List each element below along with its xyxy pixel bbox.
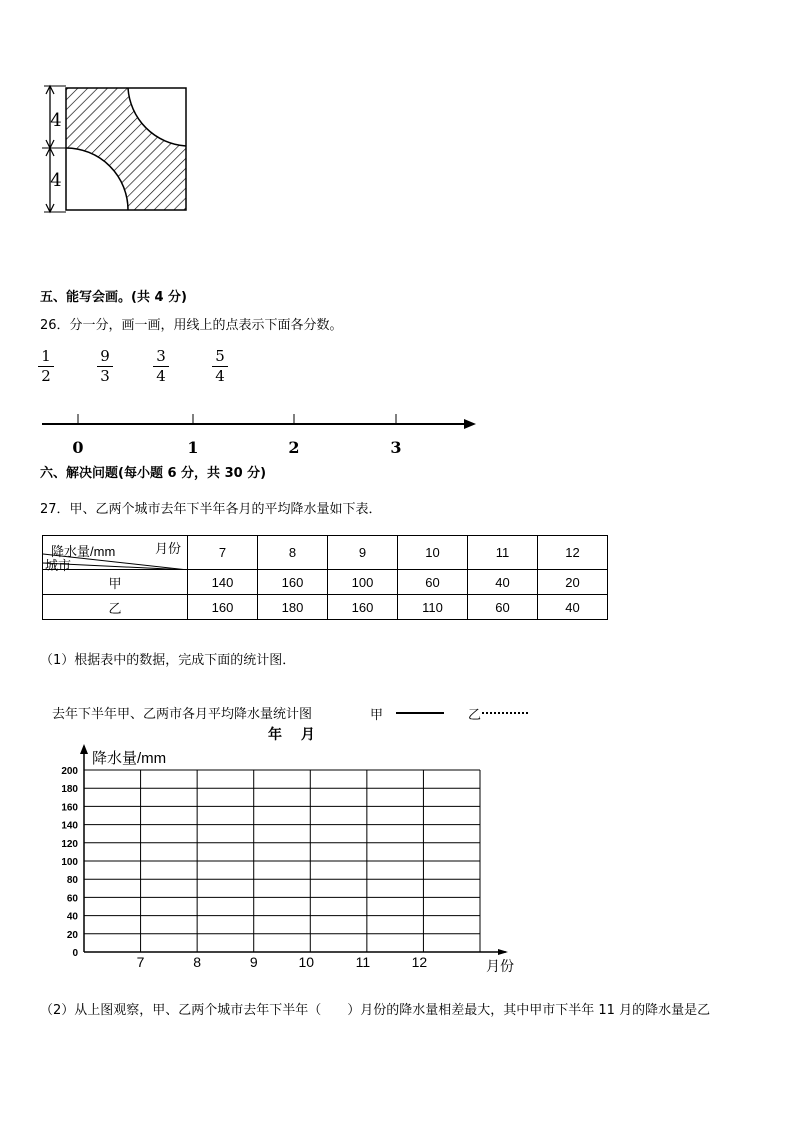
x-axis-label: 月份 xyxy=(486,958,514,974)
value-cell: 100 xyxy=(328,570,398,595)
legend-jia-line xyxy=(396,712,444,714)
city-cell: 乙 xyxy=(43,595,188,620)
legend-yi-line xyxy=(482,712,528,714)
month-cell: 7 xyxy=(188,536,258,570)
value-cell: 160 xyxy=(188,595,258,620)
value-cell: 140 xyxy=(188,570,258,595)
fraction-4: 5 4 xyxy=(210,348,230,385)
chart-date-line: 年 月 xyxy=(268,727,315,743)
y-tick-label: 120 xyxy=(61,838,78,850)
header-city-label: 城市 xyxy=(45,558,72,573)
month-cell: 8 xyxy=(258,536,328,570)
month-cell: 9 xyxy=(328,536,398,570)
value-cell: 40 xyxy=(468,570,538,595)
y-tick-label: 20 xyxy=(66,929,78,941)
header-rain-label: 降水量/mm xyxy=(51,544,116,559)
y-tick-label: 100 xyxy=(61,857,78,868)
y-tick-label: 180 xyxy=(61,784,78,796)
sub-question-1: （1）根据表中的数据，完成下面的统计图． xyxy=(40,653,296,668)
axis-label-1: 1 xyxy=(187,438,199,457)
table-header-corner xyxy=(43,536,188,573)
legend-jia-label: 甲 xyxy=(370,708,384,723)
number-line xyxy=(36,410,486,460)
fraction-3: 3 4 xyxy=(151,348,171,385)
x-axis-arrow xyxy=(498,949,508,955)
x-tick-label: 8 xyxy=(193,954,202,970)
dim-label-bottom: 4 xyxy=(50,170,62,191)
value-cell: 180 xyxy=(258,595,328,620)
x-tick-label: 10 xyxy=(298,954,315,970)
value-cell: 110 xyxy=(398,595,468,620)
y-axis-label: 降水量/mm xyxy=(92,750,167,767)
y-tick-label: 200 xyxy=(61,766,78,777)
y-tick-label: 0 xyxy=(72,948,78,959)
chart-title: 去年下半年甲、乙两市各月平均降水量统计图 xyxy=(52,707,313,722)
y-tick-label: 40 xyxy=(66,911,78,923)
x-tick-label: 7 xyxy=(136,954,145,970)
month-cell: 12 xyxy=(538,536,608,570)
value-cell: 40 xyxy=(538,595,608,620)
month-cell: 10 xyxy=(398,536,468,570)
section-5-heading: 五、能写会画。(共 4 分) xyxy=(40,290,187,305)
city-cell: 甲 xyxy=(43,570,188,595)
legend-yi-label: 乙 xyxy=(468,708,482,723)
x-tick-label: 9 xyxy=(249,954,258,970)
dim-label-top: 4 xyxy=(50,110,62,131)
question-27: 27．甲、乙两个城市去年下半年各月的平均降水量如下表． xyxy=(40,502,382,517)
y-axis-arrow xyxy=(80,744,88,754)
fraction-1: 1 2 xyxy=(36,348,56,385)
y-tick-label: 140 xyxy=(61,820,78,832)
value-cell: 60 xyxy=(398,570,468,595)
fraction-2: 9 3 xyxy=(95,348,115,385)
value-cell: 160 xyxy=(258,570,328,595)
x-tick-label: 12 xyxy=(411,954,428,970)
rainfall-table xyxy=(42,535,608,620)
month-cell: 11 xyxy=(468,536,538,570)
x-tick-label: 11 xyxy=(355,954,371,970)
axis-label-2: 2 xyxy=(288,438,300,457)
y-tick-label: 80 xyxy=(66,875,78,887)
y-tick-label: 160 xyxy=(61,802,78,814)
geometry-figure xyxy=(36,80,196,216)
axis-label-0: 0 xyxy=(72,438,84,457)
line-chart-grid xyxy=(40,740,520,980)
section-6-heading: 六、解决问题(每小题 6 分，共 30 分) xyxy=(40,466,267,481)
value-cell: 60 xyxy=(468,595,538,620)
question-26: 26．分一分，画一画，用线上的点表示下面各分数。 xyxy=(40,318,343,333)
value-cell: 20 xyxy=(538,570,608,595)
value-cell: 160 xyxy=(328,595,398,620)
y-tick-label: 60 xyxy=(66,893,78,905)
axis-label-3: 3 xyxy=(390,438,402,457)
header-month-label: 月份 xyxy=(154,541,181,556)
sub-question-2: （2）从上图观察，甲、乙两个城市去年下半年（ ）月份的降水量相差最大，其中甲市下半年 11 月的降水量是乙 xyxy=(40,1003,711,1018)
